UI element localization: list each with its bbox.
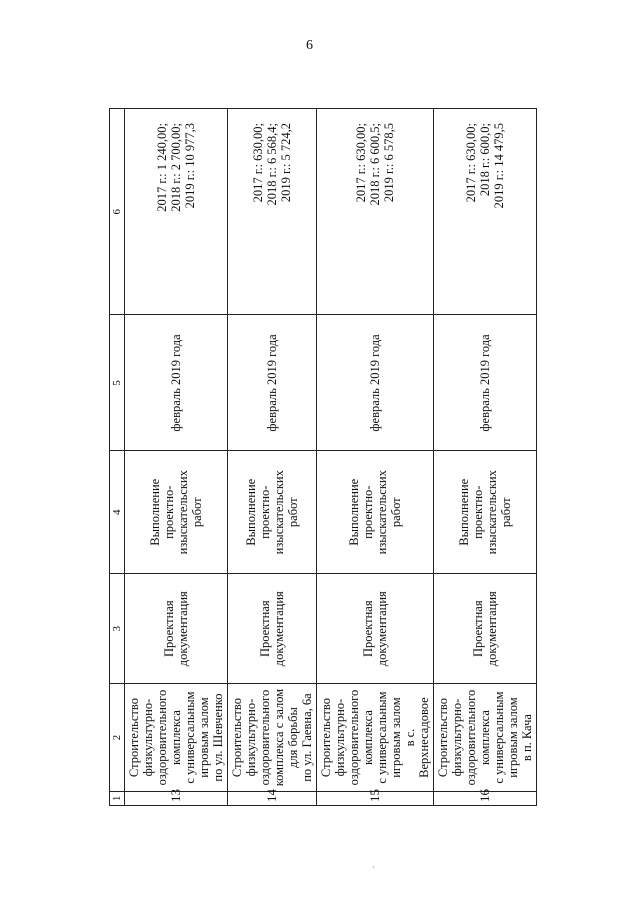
- funding-cell-line: 2017 г.: 630,00;: [354, 123, 368, 203]
- object-name-line: оздоровительного: [258, 689, 272, 786]
- page-number: 6: [306, 38, 313, 53]
- object-name-line: игровым залом: [506, 697, 520, 778]
- object-name-line: игровым залом: [197, 697, 211, 778]
- funding-cell-line: 2018 г.: 6 568,4;: [265, 123, 279, 206]
- stage-cell: [228, 451, 317, 574]
- table-row: [228, 109, 317, 806]
- result-cell-line: документация: [485, 591, 499, 667]
- object-name: [317, 684, 434, 791]
- object-name-line: оздоровительного: [155, 689, 169, 786]
- object-name-line: с универсальным: [375, 691, 389, 784]
- stage-cell-line: проектно-: [258, 485, 272, 539]
- funding-cell-line: 2017 г.: 1 240,00;: [155, 123, 169, 212]
- stage-cell-line: работ: [389, 497, 403, 528]
- column-header-4: 4: [110, 451, 125, 574]
- stage-cell-line: проектно-: [361, 485, 375, 539]
- stage-cell-line: работ: [190, 497, 204, 528]
- result-cell-line: Проектная: [361, 600, 375, 658]
- funding-cell-line: 2019 г.: 10 977,3: [183, 123, 197, 209]
- funding-cell-line: 2018 г.: 600,0;: [478, 123, 492, 197]
- rotated-table-container: [109, 108, 534, 806]
- stage-cell-line: Выполнение: [244, 478, 258, 546]
- object-name-line: по ул. Гаевна, 6а: [300, 693, 314, 782]
- stage-cell-line: работ: [286, 497, 300, 528]
- funding-cell-line: 2017 г.: 630,00;: [464, 123, 478, 203]
- object-name-line: в п. Кача: [520, 714, 534, 762]
- funding-cell: [228, 109, 317, 315]
- stage-cell-line: проектно-: [471, 485, 485, 539]
- result-cell-line: Проектная: [162, 600, 176, 658]
- stage-cell-line: изыскательских: [272, 470, 286, 555]
- row-number: 16: [434, 791, 537, 805]
- funding-cell: [434, 109, 537, 315]
- object-name-line: с универсальным: [183, 691, 197, 784]
- funding-cell-line: 2017 г.: 630,00;: [251, 123, 265, 203]
- stage-cell-line: изыскательских: [176, 470, 190, 555]
- object-name-line: оздоровительного: [347, 689, 361, 786]
- stage-cell-line: Выполнение: [148, 478, 162, 546]
- result-cell-line: документация: [176, 591, 190, 667]
- scan-speck: ˎ: [372, 858, 375, 868]
- funding-cell-line: 2019 г.: 6 578,5: [382, 123, 396, 203]
- stage-cell-line: Выполнение: [457, 478, 471, 546]
- stage-cell-line: изыскательских: [485, 470, 499, 555]
- stage-cell: [434, 451, 537, 574]
- table-row: [125, 109, 228, 806]
- object-name-line: Строительство: [436, 698, 450, 778]
- table-row: [317, 109, 434, 806]
- result-cell: [228, 574, 317, 684]
- funding-cell: [317, 109, 434, 315]
- stage-cell-line: изыскательских: [375, 470, 389, 555]
- column-header-3: 3: [110, 574, 125, 684]
- table-header-row: [110, 109, 125, 806]
- object-name-line: в с. Верхнесадовое: [403, 697, 431, 778]
- deadline-cell: февраль 2019 года: [434, 315, 537, 451]
- funding-cell: [125, 109, 228, 315]
- result-cell: [317, 574, 434, 684]
- row-number: 13: [125, 791, 228, 805]
- row-number: 15: [317, 791, 434, 805]
- column-header-2: 2: [110, 684, 125, 791]
- object-name-line: физкультурно-: [141, 698, 155, 777]
- object-name-line: физкультурно-: [333, 698, 347, 777]
- object-name-line: с универсальным: [492, 691, 506, 784]
- object-name-line: физкультурно-: [450, 698, 464, 777]
- result-cell: [125, 574, 228, 684]
- projects-table: [109, 108, 537, 806]
- column-header-6: 6: [110, 109, 125, 315]
- result-cell: [434, 574, 537, 684]
- result-cell-line: документация: [375, 591, 389, 667]
- object-name-line: игровым залом: [389, 697, 403, 778]
- object-name-line: оздоровительного: [464, 689, 478, 786]
- column-header-1: 1: [110, 791, 125, 805]
- object-name-line: комплекса: [169, 710, 183, 765]
- object-name: [125, 684, 228, 791]
- object-name-line: комплекса: [361, 710, 375, 765]
- deadline-cell: февраль 2019 года: [317, 315, 434, 451]
- row-number: 14: [228, 791, 317, 805]
- deadline-cell: февраль 2019 года: [228, 315, 317, 451]
- object-name-line: Строительство: [230, 698, 244, 778]
- funding-cell-line: 2019 г.: 14 479,5: [492, 123, 506, 209]
- funding-cell-line: 2019 г.: 5 724,2: [279, 123, 293, 203]
- object-name: [228, 684, 317, 791]
- result-cell-line: Проектная: [258, 600, 272, 658]
- object-name-line: физкультурно-: [244, 698, 258, 777]
- stage-cell-line: работ: [499, 497, 513, 528]
- object-name-line: комплекса: [478, 710, 492, 765]
- stage-cell-line: проектно-: [162, 485, 176, 539]
- table-row: [434, 109, 537, 806]
- stage-cell-line: Выполнение: [347, 478, 361, 546]
- object-name-line: комплекса с залом: [272, 688, 286, 787]
- object-name-line: Строительство: [319, 698, 333, 778]
- stage-cell: [317, 451, 434, 574]
- object-name-line: Строительство: [127, 698, 141, 778]
- deadline-cell: февраль 2019 года: [125, 315, 228, 451]
- result-cell-line: документация: [272, 591, 286, 667]
- object-name: [434, 684, 537, 791]
- object-name-line: по ул. Шевченко: [211, 693, 225, 782]
- funding-cell-line: 2018 г.: 2 700,00;: [169, 123, 183, 212]
- column-header-5: 5: [110, 315, 125, 451]
- stage-cell: [125, 451, 228, 574]
- result-cell-line: Проектная: [471, 600, 485, 658]
- object-name-line: для борьбы: [286, 707, 300, 768]
- funding-cell-line: 2018 г.: 6 600,5;: [368, 123, 382, 206]
